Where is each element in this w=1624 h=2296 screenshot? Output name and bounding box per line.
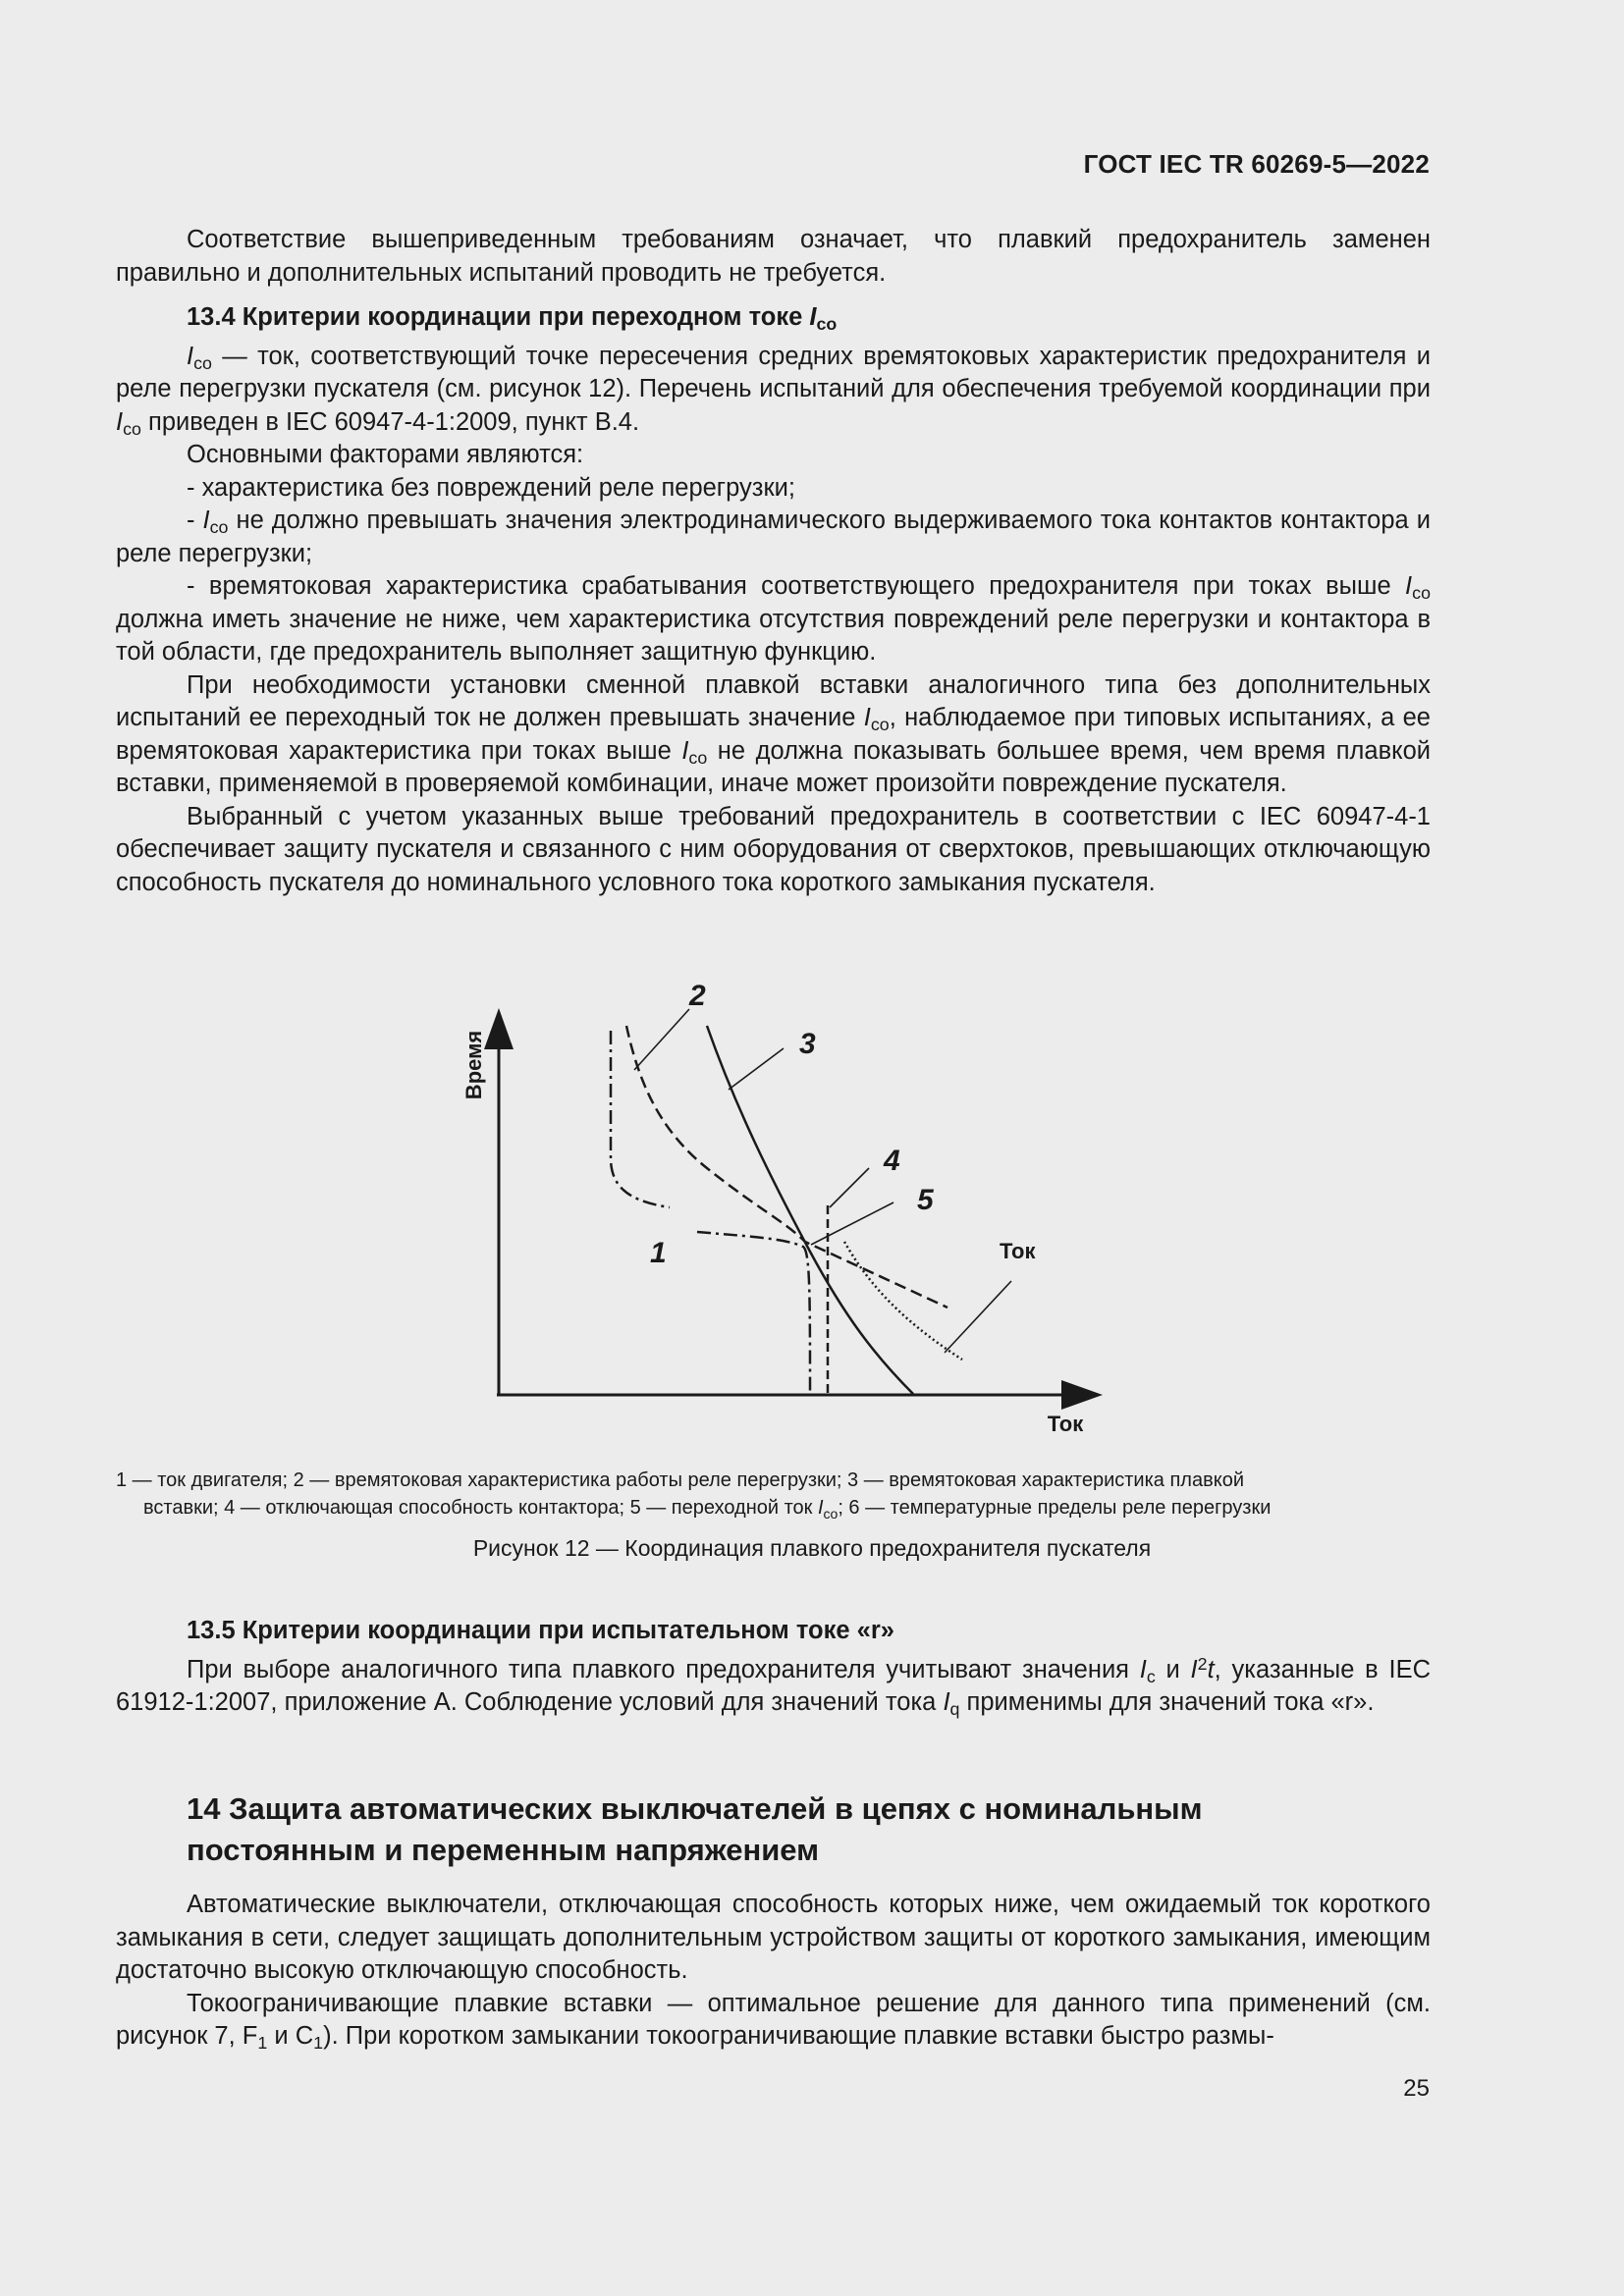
leader-tok: [945, 1281, 1011, 1353]
paragraph-factors: Основными факторами являются:: [187, 441, 584, 468]
legend-line-2: вставки; 4 — отключающая способность контактора; 5 — переходной ток $I_{co}$; 6 — температурные пределы реле перегрузки: [143, 1497, 1272, 1522]
legend-line-1: 1 — ток двигателя; 2 — времятоковая характеристика работы реле перегрузки; 3 — времятоковая характеристика плавкой: [116, 1469, 1244, 1491]
paragraph-replacement: При необходимости установки сменной плавкой вставки аналогичного типа без дополнительных испытаний ее переходный ток не должен превышать значение $I_{co}$, наблюдаемое при типовых испытаниях, а ее времятоковая характеристика при токах выше $I_{co}$ не должна показывать большее время, чем время плавкой вставки, применяемой в проверяемой комбинации, иначе может произойти повреждение пускателя.: [116, 670, 1431, 797]
paragraph-14-1: Автоматические выключатели, отключающая способность которых ниже, чем ожидаемый ток короткого замыкания в сети, следует защищать дополнительным устройством защиты от короткого замыкания, имеющим достаточно высокую отключающую способность.: [116, 1891, 1431, 1984]
figure-caption: Рисунок 12 — Координация плавкого предохранителя пускателя: [472, 1535, 1152, 1561]
intro-paragraph: Соответствие вышеприведенным требованиям означает, что плавкий предохранитель заменен правильно и дополнительных испытаний проводить не требуется.: [116, 226, 1431, 287]
top-body: [116, 224, 1431, 899]
x-axis-label: Ток: [1047, 1412, 1084, 1436]
curve-label-3: 3: [799, 1028, 816, 1060]
section-13-5: [116, 1603, 1431, 1720]
curve-1-motor-current: [611, 1031, 670, 1207]
paragraph-14-2: Токоограничивающие плавкие вставки — оптимальное решение для данного типа применений (см. рисунок 7, $F_1$ и $C_1$). При коротком замыкании токоограничивающие плавкие вставки быстро размы-: [116, 1989, 1431, 2053]
coordination-diagram: [432, 982, 1119, 1453]
list-item: - характеристика без повреждений реле перегрузки;: [187, 473, 795, 502]
paragraph-13-5: При выборе аналогичного типа плавкого предохранителя учитывают значения $I_c$ и $I^2t$, указанные в IEC 61912-1:2007, приложение А. Соблюдение условий для значений тока $I_q$ применимы для значений тока «r».: [116, 1653, 1431, 1719]
curve-3-fuse: [707, 1026, 913, 1394]
curve-label-tok: Ток: [1000, 1239, 1036, 1263]
curve-label-2: 2: [689, 982, 706, 1012]
curve-label-1: 1: [650, 1237, 667, 1269]
list-item: - времятоковая характеристика срабатывания соответствующего предохранителя при токах выше $I_{co}$ должна иметь значение не ниже, чем характеристика отсутствия повреждений реле перегрузки и контактора в той области, где предохранитель выполняет защитную функцию.: [116, 572, 1431, 666]
curve-1-motor-current-b: [697, 1232, 810, 1394]
paragraph-protection: Выбранный с учетом указанных выше требований предохранитель в соответствии с IEC 60947-4-1 обеспечивает защиту пускателя и связанного с ним оборудования от сверхтоков, превышающих отключающую способность пускателя до номинального условного тока короткого замыкания пускателя.: [116, 802, 1431, 896]
leader-3: [729, 1048, 784, 1090]
heading-14: 14 Защита автоматических выключателей в цепях с номинальным постоянным и переменным напряжением: [187, 1791, 1203, 1867]
leader-5: [811, 1202, 893, 1245]
page-number: 25: [1403, 2075, 1430, 2102]
figure-legend: [116, 1467, 1431, 1522]
heading-13-4: 13.4 Критерии координации при переходном токе $I_{co}$: [187, 303, 838, 334]
figure-12: [432, 982, 1119, 1453]
y-axis-label: Время: [461, 1030, 486, 1100]
leader-4: [830, 1168, 869, 1207]
standard-header: ГОСТ IEC TR 60269-5—2022: [1083, 149, 1430, 179]
curve-label-4: 4: [884, 1145, 900, 1177]
section-14-body: [116, 1889, 1431, 2054]
list-item: - $I_{co}$ не должно превышать значения электродинамического выдерживаемого тока контактов контактора и реле перегрузки;: [116, 507, 1431, 567]
curve-6-thermal: [844, 1242, 962, 1360]
heading-13-5: 13.5 Критерии координации при испытательном токе «r»: [187, 1617, 894, 1644]
leader-2: [634, 1009, 689, 1070]
paragraph-ico-definition: $I_{co}$ — ток, соответствующий точке пересечения средних времятоковых характеристик предохранителя и реле перегрузки пускателя (см. рисунок 12). Перечень испытаний для обеспечения требуемой координации при $I_{co}$ приведен в IEC 60947-4-1:2009, пункт В.4.: [116, 342, 1431, 439]
curve-label-5: 5: [917, 1184, 934, 1216]
